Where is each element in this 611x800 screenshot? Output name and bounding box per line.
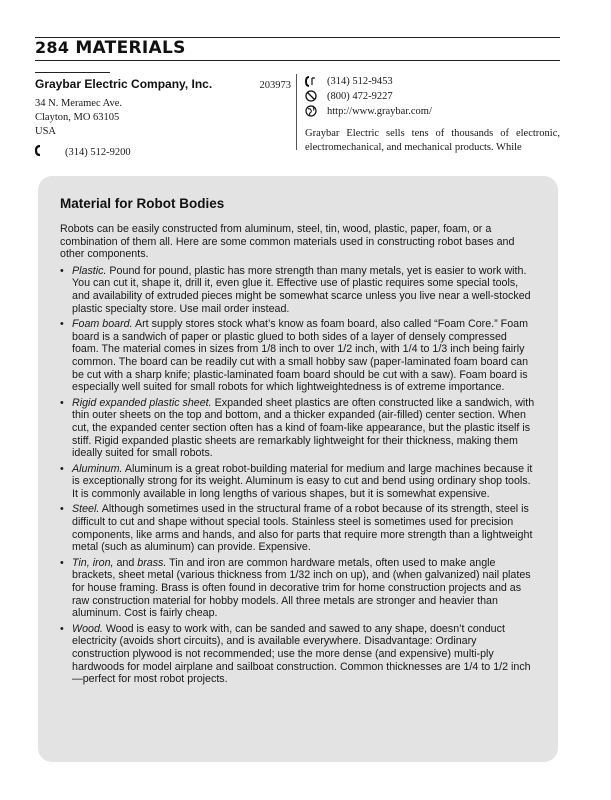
section-title: MATERIALS: [75, 38, 186, 58]
item-mid: and: [113, 556, 138, 569]
company-name-row: [35, 77, 291, 91]
material-list: [60, 265, 536, 686]
item-text: Pound for pound, plastic has more strength than many metals, yet is easier to work with. You can cut it, shape it, drill it, even glue it. Effective use of plastic requires some special tools, and availability of extruded pieces might be somewhat scarce unless you live near a well-stocked plastic specialty store. Use mail order instead.: [72, 264, 531, 315]
company-name: Graybar Electric Company, Inc.: [35, 77, 213, 91]
bullet-icon: •: [60, 622, 64, 635]
fax-icon: [305, 76, 327, 87]
sidebar-box: [38, 176, 558, 762]
bullet-icon: •: [60, 318, 64, 331]
address-line: 34 N. Meramec Ave.: [35, 98, 122, 109]
bullet-icon: •: [60, 556, 64, 569]
company-address: [35, 97, 291, 139]
globe-icon: [305, 105, 327, 117]
item-lead: Foam board.: [72, 318, 133, 331]
list-item: [60, 318, 536, 394]
phone-icon: [35, 145, 51, 159]
header-rule-bottom: [35, 60, 560, 61]
bullet-icon: •: [60, 462, 64, 475]
list-item: [60, 397, 536, 460]
fax-number[interactable]: (314) 512-9453: [327, 75, 393, 87]
company-code: 203973: [259, 80, 291, 91]
fax-row: [305, 74, 560, 88]
page-number: 284: [35, 38, 70, 57]
list-item: [60, 557, 536, 620]
item-text: Aluminum is a great robot-building material for medium and large machines because it is exceptionally strong for its weight. Aluminum is easy to cut and bend using ordinary shop tools. It is commonly available in long lengths of various shapes, but it is somewhat expensive.: [72, 462, 533, 500]
website-link[interactable]: http://www.graybar.com/: [327, 105, 432, 117]
item-text: Tin and iron are common hardware metals, often used to make angle brackets, sheet metal (various thickness from 1/32 inch on up), and (when galvanized) nail plates for house framing. Brass is often found in decorative trim for home construction projects and as raw construction material for hobby models. All three metals are stronger and heavier than aluminum. Cost is fairly cheap.: [72, 556, 531, 620]
tollfree-number[interactable]: (800) 472-9227: [327, 90, 393, 102]
item-lead: Plastic.: [72, 264, 107, 277]
tollfree-icon: [305, 90, 327, 102]
page-header: [35, 38, 186, 58]
item-text: Art supply stores stock what’s know as foam board, also called “Foam Core.” Foam board is a sandwich of paper or plastic glued to both sides of a layer of densely compressed foam. The material comes in sizes from 1/8 inch to over 1/2 inch, with 1/4 to 1/3 inch being fairly common. The board can be readily cut with a small hobby saw (paper-laminated foam board can be cut with a sharp knife; plastic-laminated foam board should be cut with a saw). Foam board is especially well suited for small robots for which lightweightedness is of extreme importance.: [72, 318, 529, 394]
website-row: [305, 104, 560, 118]
tollfree-row: [305, 89, 560, 103]
list-item: [60, 463, 536, 501]
bullet-icon: •: [60, 264, 64, 277]
column-divider: [296, 74, 297, 150]
sidebar-intro: Robots can be easily constructed from aluminum, steel, tin, wood, plastic, paper, foam, or a combination of them all. Here are some common materials used in constructing robot bases and other components.: [60, 223, 515, 261]
company-block: [35, 72, 291, 159]
sidebar-title: Material for Robot Bodies: [60, 196, 225, 211]
item-lead: Wood.: [72, 622, 103, 635]
list-item: [60, 265, 536, 315]
company-description: Graybar Electric sells tens of thousands of electronic, electromechanical, and mechanical products. While: [305, 128, 560, 153]
item-text: Wood is easy to work with, can be sanded and sawed to any shape, doesn’t conduct electricity (avoids short circuits), and is available everywhere. Disadvantage: Ordinary construction plywood is not recommended; use the more dense (and expensive) multi-ply hardwoods for model airplane and sailboat construction. Common thicknesses are 1/4 to 1/2 inch—perfect for most robot projects.: [72, 622, 531, 686]
bullet-icon: •: [60, 396, 64, 409]
item-text: Although sometimes used in the structural frame of a robot because of its strength, steel is difficult to cut and shape without special tools. Stainless steel is sometimes used for precision components, like arms and hands, and also for parts that require more strength than a lightweight metal (such as aluminum) can provide. Expensive.: [72, 503, 533, 554]
address-line: USA: [35, 126, 57, 137]
phone-main[interactable]: (314) 512-9200: [65, 146, 131, 158]
item-lead: Steel.: [72, 503, 100, 516]
address-line: Clayton, MO 63105: [35, 112, 120, 123]
list-item: [60, 503, 536, 553]
item-text: Expanded sheet plastics are often constructed like a sandwich, with thin outer sheets on the top and bottom, and a thicker expanded (air-filled) center section. When cut, the expanded center section often has a kind of foam-like appearance, but the plastic itself is stiff. Rigid expanded plastic sheets are remarkably lightweight for their thickness, making them ideally suited for small robots.: [72, 396, 535, 460]
contact-block: [305, 74, 560, 155]
item-lead-2: brass.: [137, 556, 167, 569]
item-lead: Tin, iron,: [72, 556, 114, 569]
company-rule: [35, 72, 110, 73]
phone-main-row: [35, 145, 291, 159]
list-item: [60, 623, 536, 686]
item-lead: Rigid expanded plastic sheet.: [72, 396, 212, 409]
item-lead: Aluminum.: [72, 462, 123, 475]
bullet-icon: •: [60, 503, 64, 516]
